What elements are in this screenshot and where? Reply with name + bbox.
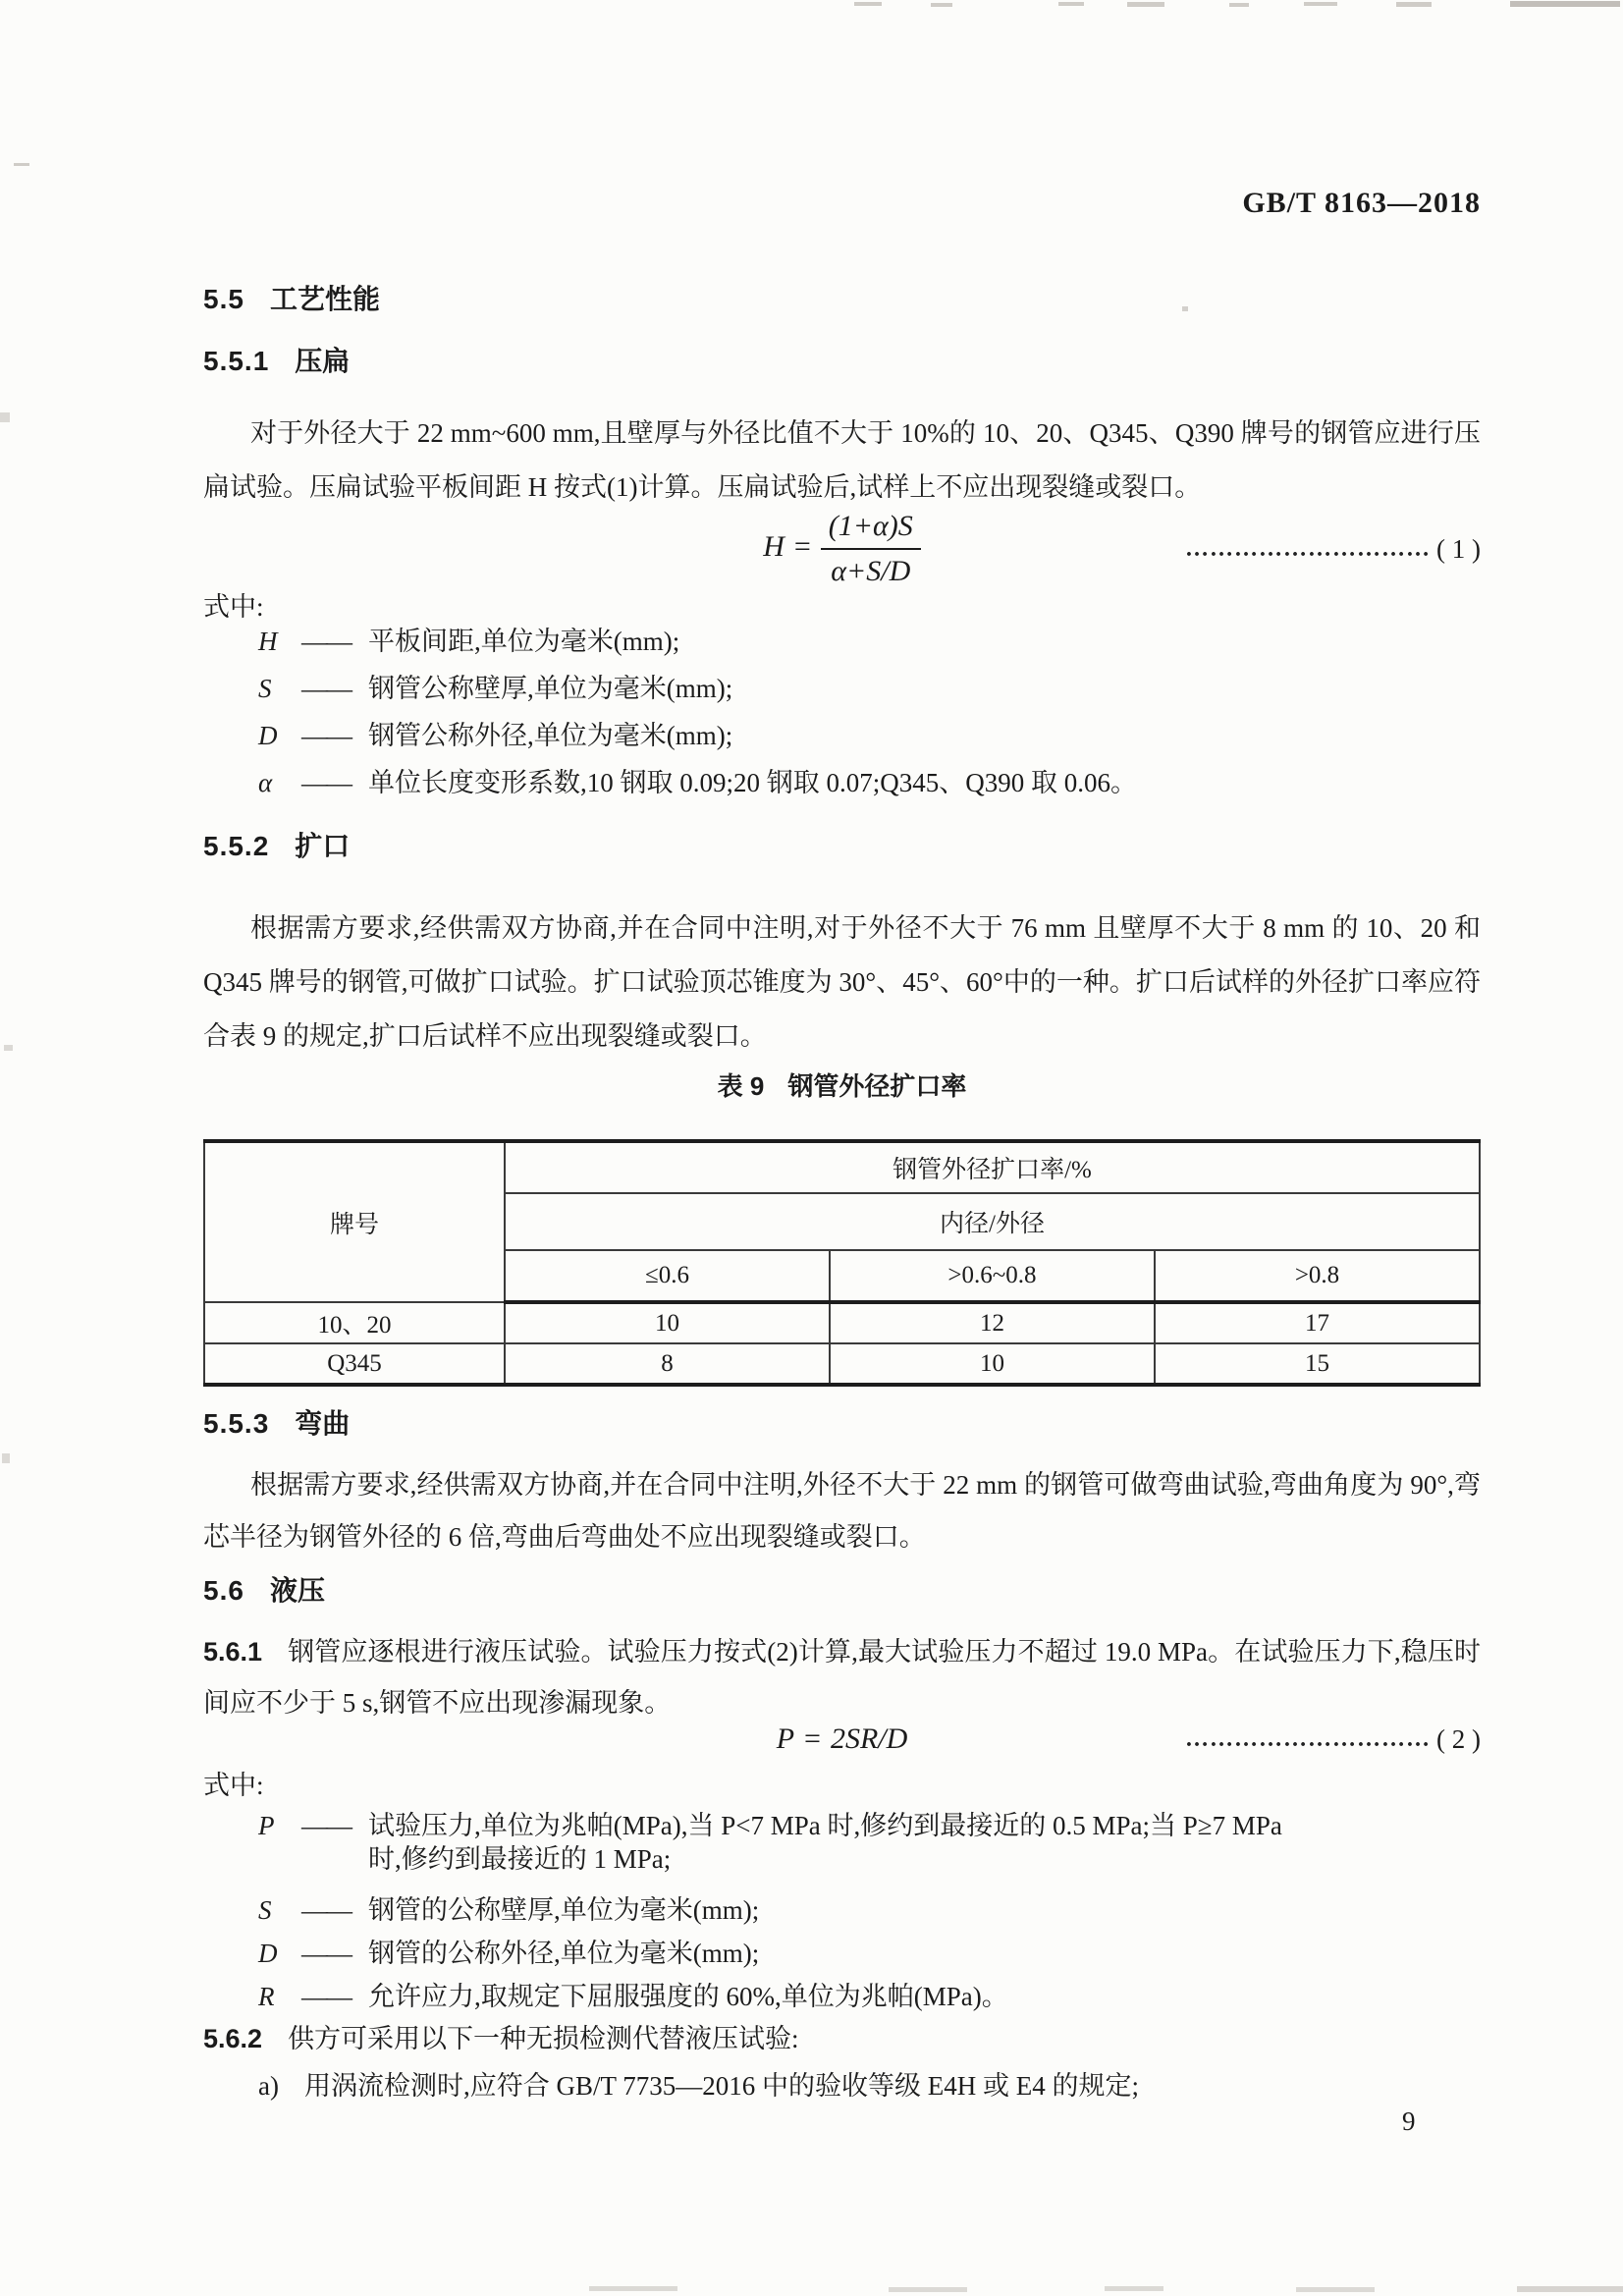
definition-alpha [203,766,1536,799]
definition-R [203,1980,1536,2013]
symbol: S [258,1895,272,1925]
formula-rhs: 2SR/D [830,1722,908,1755]
grade-cell: 10、20 [204,1302,505,1343]
definition-D [203,719,1536,752]
formula-2 [203,1717,1481,1762]
scan-artifact [1510,1,1620,7]
dash: —— [301,768,351,797]
paragraph-text: 钢管应逐根进行液压试验。试验压力按式(2)计算,最大试验压力不超过 19.0 MPa。在试验压力下,稳压时间应不少于 5 s,钢管不应出现渗漏现象。 [203,1637,1481,1718]
span-header: 钢管外径扩口率/% [505,1141,1480,1193]
dash: —— [301,721,351,750]
equals-sign: = [804,1722,821,1755]
grade-column-header: 牌号 [204,1141,505,1302]
table-row [204,1343,1480,1385]
scan-artifact [1182,306,1188,311]
formula-lhs: H [763,529,784,563]
scan-artifact [854,2,882,6]
definition-text: 钢管公称壁厚,单位为毫米(mm); [368,674,733,703]
dash: —— [301,674,351,703]
scan-artifact [1127,2,1164,7]
definition-text: 钢管的公称壁厚,单位为毫米(mm); [368,1895,760,1925]
definition-text: 平板间距,单位为毫米(mm); [368,627,680,656]
value-cell: 8 [505,1343,830,1385]
clause-title: 扩口 [295,831,351,861]
symbol: H [258,627,278,656]
table-9-caption [203,1066,1481,1103]
standard-number-header: GB/T 8163—2018 [1242,187,1481,219]
definition-P [203,1809,1536,1876]
clause-title: 弯曲 [295,1408,351,1439]
fraction-numerator: (1+α)S [821,510,921,550]
formula-2-leader [1185,1724,1481,1755]
definition-line-1: 试验压力,单位为兆帕(MPa),当 P<7 MPa 时,修约到最接近的 0.5 MPa;当 P≥7 MPa [368,1811,1282,1840]
symbol: S [258,674,272,703]
where-lead-2: 式中: [203,1771,264,1800]
dash: —— [301,1939,351,1968]
symbol: α [258,768,273,797]
dash: —— [301,1982,351,2011]
scan-artifact [1105,2286,1163,2291]
scan-artifact [2,1453,10,1463]
range-header: >0.6~0.8 [830,1250,1155,1302]
scan-artifact [14,163,29,166]
scan-artifact [1229,3,1249,7]
paragraph-5-6-2 [203,2021,1481,2056]
definition-text: 钢管的公称外径,单位为毫米(mm); [368,1939,760,1968]
table-9 [203,1139,1481,1387]
scan-artifact [0,412,10,422]
clause-number: 5.5.1 [203,346,270,376]
dash: —— [301,1895,351,1925]
grade-cell: Q345 [204,1343,505,1385]
scan-artifact [589,2286,677,2291]
clause-number: 5.5 [203,284,244,314]
paragraph-5-6-1 [203,1626,1481,1728]
range-header: ≤0.6 [505,1250,830,1302]
clause-number: 5.5.2 [203,831,270,861]
list-item-a [203,2064,1536,2103]
scan-artifact [1296,2287,1375,2292]
definition-S [203,672,1536,705]
clause-number: 5.6.1 [203,1637,263,1667]
definition-text [368,1809,1536,1876]
value-cell: 12 [830,1302,1155,1343]
definition-H [203,625,1536,658]
heading-5-6 [203,1569,1481,1609]
heading-5-5-2 [203,825,1481,864]
symbol: D [258,721,278,750]
heading-5-5 [203,278,1481,317]
where-lead-1: 式中: [203,592,264,622]
table-header-row [204,1141,1480,1193]
paragraph-text: 供方可采用以下一种无损检测代替液压试验: [288,2024,799,2053]
scan-artifact [1304,2,1337,6]
range-header: >0.8 [1155,1250,1480,1302]
definition-S [203,1893,1536,1927]
formula-lhs: P [776,1722,795,1755]
heading-5-5-3 [203,1402,1481,1442]
formula-1 [203,509,1481,589]
formula-2-number: ( 2 ) [1436,1723,1481,1754]
scan-artifact [1396,2,1432,7]
definition-text: 单位长度变形系数,10 钢取 0.09;20 钢取 0.07;Q345、Q390 取 0.06。 [368,768,1137,797]
fraction [821,510,921,588]
paragraph-bending: 根据需方要求,经供需双方协商,并在合同中注明,外径不大于 22 mm 的钢管可做弯曲试验,弯曲角度为 90°,弯芯半径为钢管外径的 6 倍,弯曲后弯曲处不应出现裂缝或裂口。 [203,1470,1481,1552]
definition-text: 允许应力,取规定下屈服强度的 60%,单位为兆帕(MPa)。 [368,1982,1008,2011]
symbol: P [258,1811,275,1840]
dot-leader: ………………………… [1185,1725,1432,1752]
definition-line-2: 时,修约到最接近的 1 MPa; [368,1844,672,1874]
table-title: 钢管外径扩口率 [787,1071,967,1101]
value-cell: 15 [1155,1343,1480,1385]
formula-1-leader [1185,534,1481,565]
heading-5-5-1 [203,340,1481,379]
flaring-rate-table [203,1139,1481,1387]
value-cell: 10 [830,1343,1155,1385]
page-number: 9 [1402,2106,1416,2136]
clause-number: 5.5.3 [203,1408,270,1439]
clause-title: 工艺性能 [269,284,380,314]
scan-artifact [931,3,952,7]
definition-D [203,1937,1536,1970]
definition-text: 钢管公称外径,单位为毫米(mm); [368,721,733,750]
paragraph-flaring: 根据需方要求,经供需双方协商,并在合同中注明,对于外径不大于 76 mm 且壁厚不大于 8 mm 的 10、20 和 Q345 牌号的钢管,可做扩口试验。扩口试验顶芯锥度为 30°、45°、60°中的一种。扩口后试样的外径扩口率应符合表 9 的规定,扩口后试样不应出现裂缝或裂口。 [203,913,1481,1051]
scan-artifact [1517,2286,1623,2292]
list-marker: a) [258,2071,279,2101]
fraction-denominator: α+S/D [831,555,911,587]
dash: —— [301,1811,351,1840]
table-row [204,1302,1480,1343]
paragraph-flattening: 对于外径大于 22 mm~600 mm,且壁厚与外径比值不大于 10%的 10、20、Q345、Q390 牌号的钢管应进行压扁试验。压扁试验平板间距 H 按式(1)计算。压扁试验后,试样上不应出现裂缝或裂口。 [203,418,1481,502]
scan-artifact [4,1045,13,1051]
equals-sign: = [793,529,811,563]
sub-header: 内径/外径 [505,1193,1480,1250]
value-cell: 17 [1155,1302,1480,1343]
dash: —— [301,627,351,656]
list-item-text: 用涡流检测时,应符合 GB/T 7735—2016 中的验收等级 E4H 或 E4 的规定; [303,2071,1139,2101]
formula-1-number: ( 1 ) [1436,533,1481,564]
dot-leader: ………………………… [1185,535,1432,562]
scan-artifact [1018,480,1023,484]
clause-title: 液压 [269,1575,325,1606]
clause-number: 5.6 [203,1575,244,1606]
table-number: 表 9 [717,1071,765,1101]
symbol: D [258,1939,278,1968]
clause-number: 5.6.2 [203,2024,263,2053]
scan-artifact [1058,2,1084,6]
scan-artifact [889,2287,967,2292]
value-cell: 10 [505,1302,830,1343]
symbol: R [258,1982,275,2011]
clause-title: 压扁 [295,346,351,376]
